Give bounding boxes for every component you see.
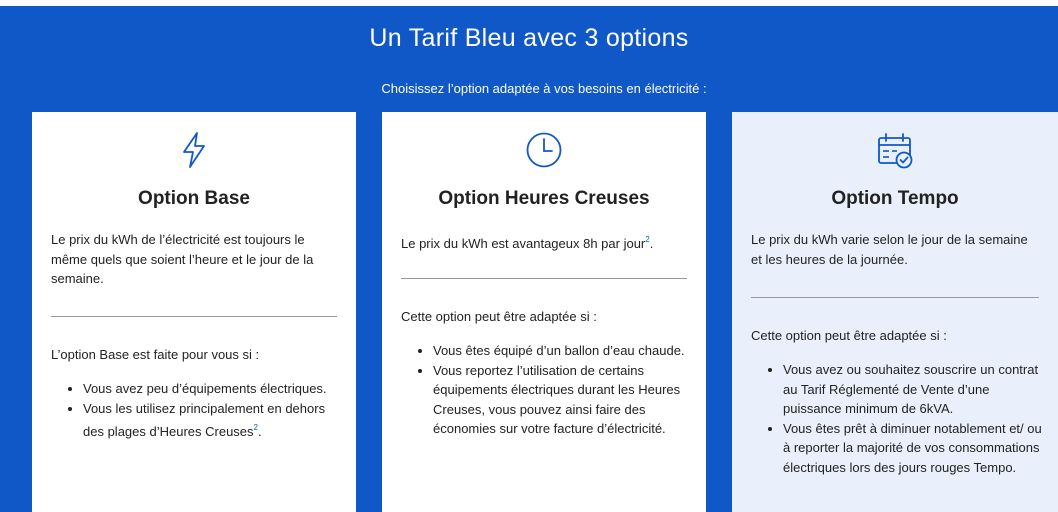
option-card-tempo	[732, 112, 1058, 512]
list-item	[83, 399, 346, 442]
footnote-link[interactable]: 2	[253, 423, 258, 432]
card-description: Le prix du kWh varie selon le jour de la semaine et les heures de la journée.	[751, 232, 1028, 267]
card-description-text: Le prix du kWh est avantageux 8h par jour	[401, 236, 646, 251]
list-item: • Vous êtes prêt à diminuer notablement et/ ou à reporter la majorité de vos consommations électriques lors des jours rouges Tempo.	[783, 419, 1048, 478]
clock-icon	[382, 131, 706, 171]
divider	[51, 316, 337, 317]
top-strip	[0, 0, 1058, 6]
divider	[751, 297, 1039, 298]
card-lead: Cette option peut être adaptée si :	[401, 309, 597, 324]
card-description	[401, 230, 687, 254]
section-title: Un Tarif Bleu avec 3 options	[369, 24, 689, 52]
list-item: • Vous reportez l’utilisation de certains équipements électriques durant les Heures Creuses, vous pouvez ainsi faire des économies sur votre facture d’électricité.	[433, 361, 696, 439]
list-item: • Vous avez peu d’équipements électriques.	[83, 379, 346, 399]
lightning-icon	[32, 131, 356, 171]
divider	[401, 278, 687, 279]
calendar-check-icon	[732, 131, 1058, 171]
option-card-heures-creuses	[382, 112, 706, 512]
card-lead: L’option Base est faite pour vous si :	[51, 347, 260, 362]
section-subtitle: Choisissez l’option adaptée à vos besoins en électricité :	[381, 81, 707, 96]
card-description-end: .	[649, 236, 654, 251]
list-item: • Vous êtes équipé d’un ballon d’eau chaude.	[433, 341, 696, 361]
bullet-list	[51, 379, 346, 442]
card-lead: Cette option peut être adaptée si :	[751, 328, 947, 343]
card-title: Option Base	[138, 188, 250, 209]
bullet-list	[401, 341, 696, 439]
list-item-end: .	[258, 424, 262, 439]
bullet-list	[751, 360, 1048, 477]
list-item: • Vous avez ou souhaitez souscrire un contrat au Tarif Réglementé de Vente d’une puissance minimum de 6kVA.	[783, 360, 1048, 419]
list-item-text: Vous les utilisez principalement en dehors des plages d’Heures Creuses	[83, 400, 326, 439]
card-title: Option Tempo	[831, 188, 959, 209]
footnote-link[interactable]: 2	[645, 235, 650, 244]
option-card-base	[32, 112, 356, 512]
card-description: Le prix du kWh de l’électricité est toujours le même quels que soient l’heure et le jour de la semaine.	[51, 232, 314, 286]
card-title: Option Heures Creuses	[438, 188, 650, 209]
